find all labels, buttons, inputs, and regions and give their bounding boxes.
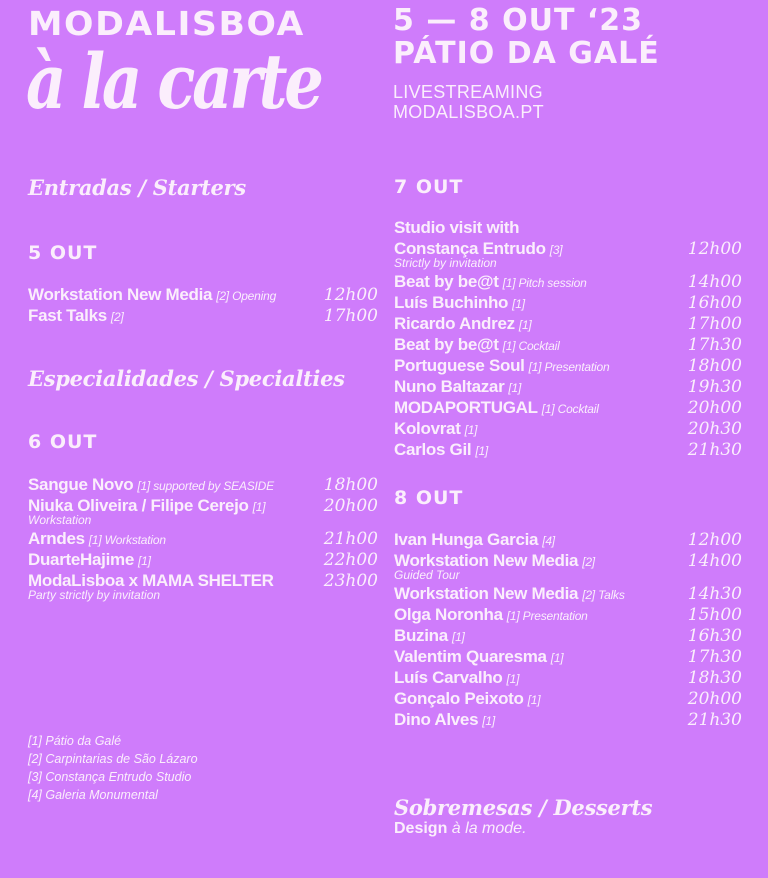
section-specialties: Especialidades / Specialties: [28, 366, 345, 391]
event-row: Ivan Hunga Garcia [4] 12h00: [394, 530, 742, 550]
event-row: DuarteHajime [1] 22h00: [28, 550, 378, 570]
legend-item: [3] Constança Entrudo Studio: [28, 770, 192, 784]
event-row: Dino Alves [1] 21h30: [394, 710, 742, 730]
event-row: Workstation New Media [2] Opening 12h00: [28, 285, 378, 305]
event-row: Nuno Baltazar [1] 19h30: [394, 377, 742, 397]
event-row: Luís Carvalho [1] 18h30: [394, 668, 742, 688]
livestream-link[interactable]: MODALISBOA.PT: [393, 102, 544, 122]
day-heading-5-out: 5 OUT: [28, 242, 98, 264]
brand-title: MODALISBOA: [28, 4, 305, 43]
event-venue: PÁTIO DA GALÉ: [393, 36, 660, 71]
event-dates: 5 — 8 OUT ‘23: [393, 3, 643, 38]
event-row: Workstation New Media [2] 14h00: [394, 551, 742, 571]
venue-legend: [28, 732, 198, 804]
legend-item: [1] Pátio da Galé: [28, 734, 122, 748]
day-heading-8-out: 8 OUT: [394, 487, 464, 509]
event-row: Constança Entrudo [3] 12h00: [394, 239, 742, 259]
section-starters: Entradas / Starters: [28, 175, 246, 200]
event-row: Buzina [1] 16h30: [394, 626, 742, 646]
event-row: Kolovrat [1] 20h30: [394, 419, 742, 439]
day-heading-7-out: 7 OUT: [394, 176, 464, 198]
livestream-info: [393, 82, 544, 122]
schedule-8-out: [394, 530, 742, 731]
event-row: Niuka Oliveira / Filipe Cerejo [1] 20h00: [28, 496, 378, 516]
schedule-5-out: [28, 285, 378, 327]
event-pre-line: Studio visit with: [394, 218, 520, 237]
event-row: Fast Talks [2] 17h00: [28, 306, 378, 326]
event-row: Luís Buchinho [1] 16h00: [394, 293, 742, 313]
desserts-tagline-italic: à la mode.: [451, 820, 527, 837]
schedule-6-out: [28, 475, 378, 604]
event-row: Gonçalo Peixoto [1] 20h00: [394, 689, 742, 709]
schedule-7-out: [394, 218, 742, 461]
event-row: ModaLisboa x MAMA SHELTER 23h00: [28, 571, 378, 591]
livestream-label: LIVESTREAMING: [393, 82, 543, 102]
event-row: MODAPORTUGAL [1] Cocktail 20h00: [394, 398, 742, 418]
event-row: Beat by be@t [1] Pitch session 14h00: [394, 272, 742, 292]
event-note: Workstation: [28, 513, 92, 527]
event-row: Portuguese Soul [1] Presentation 18h00: [394, 356, 742, 376]
desserts-tagline: [394, 820, 527, 838]
section-desserts: Sobremesas / Desserts: [394, 795, 653, 820]
subtitle-a-la-carte: à la carte: [26, 37, 321, 126]
event-row: Workstation New Media [2] Talks 14h30: [394, 584, 742, 604]
event-note: Party strictly by invitation: [28, 588, 161, 602]
legend-item: [4] Galeria Monumental: [28, 788, 158, 802]
event-row: Beat by be@t [1] Cocktail 17h30: [394, 335, 742, 355]
event-row: Olga Noronha [1] Presentation 15h00: [394, 605, 742, 625]
legend-item: [2] Carpintarias de São Lázaro: [28, 752, 198, 766]
event-row: Sangue Novo [1] supported by SEASIDE 18h00: [28, 475, 378, 495]
event-dates-venue: [393, 4, 660, 70]
event-row: Arndes [1] Workstation 21h00: [28, 529, 378, 549]
event-note: Guided Tour: [394, 568, 460, 582]
event-row: Ricardo Andrez [1] 17h00: [394, 314, 742, 334]
event-row: Valentim Quaresma [1] 17h30: [394, 647, 742, 667]
event-note: Strictly by invitation: [394, 256, 497, 270]
desserts-tagline-bold: Design: [394, 820, 448, 837]
event-row: Carlos Gil [1] 21h30: [394, 440, 742, 460]
day-heading-6-out: 6 OUT: [28, 431, 98, 453]
